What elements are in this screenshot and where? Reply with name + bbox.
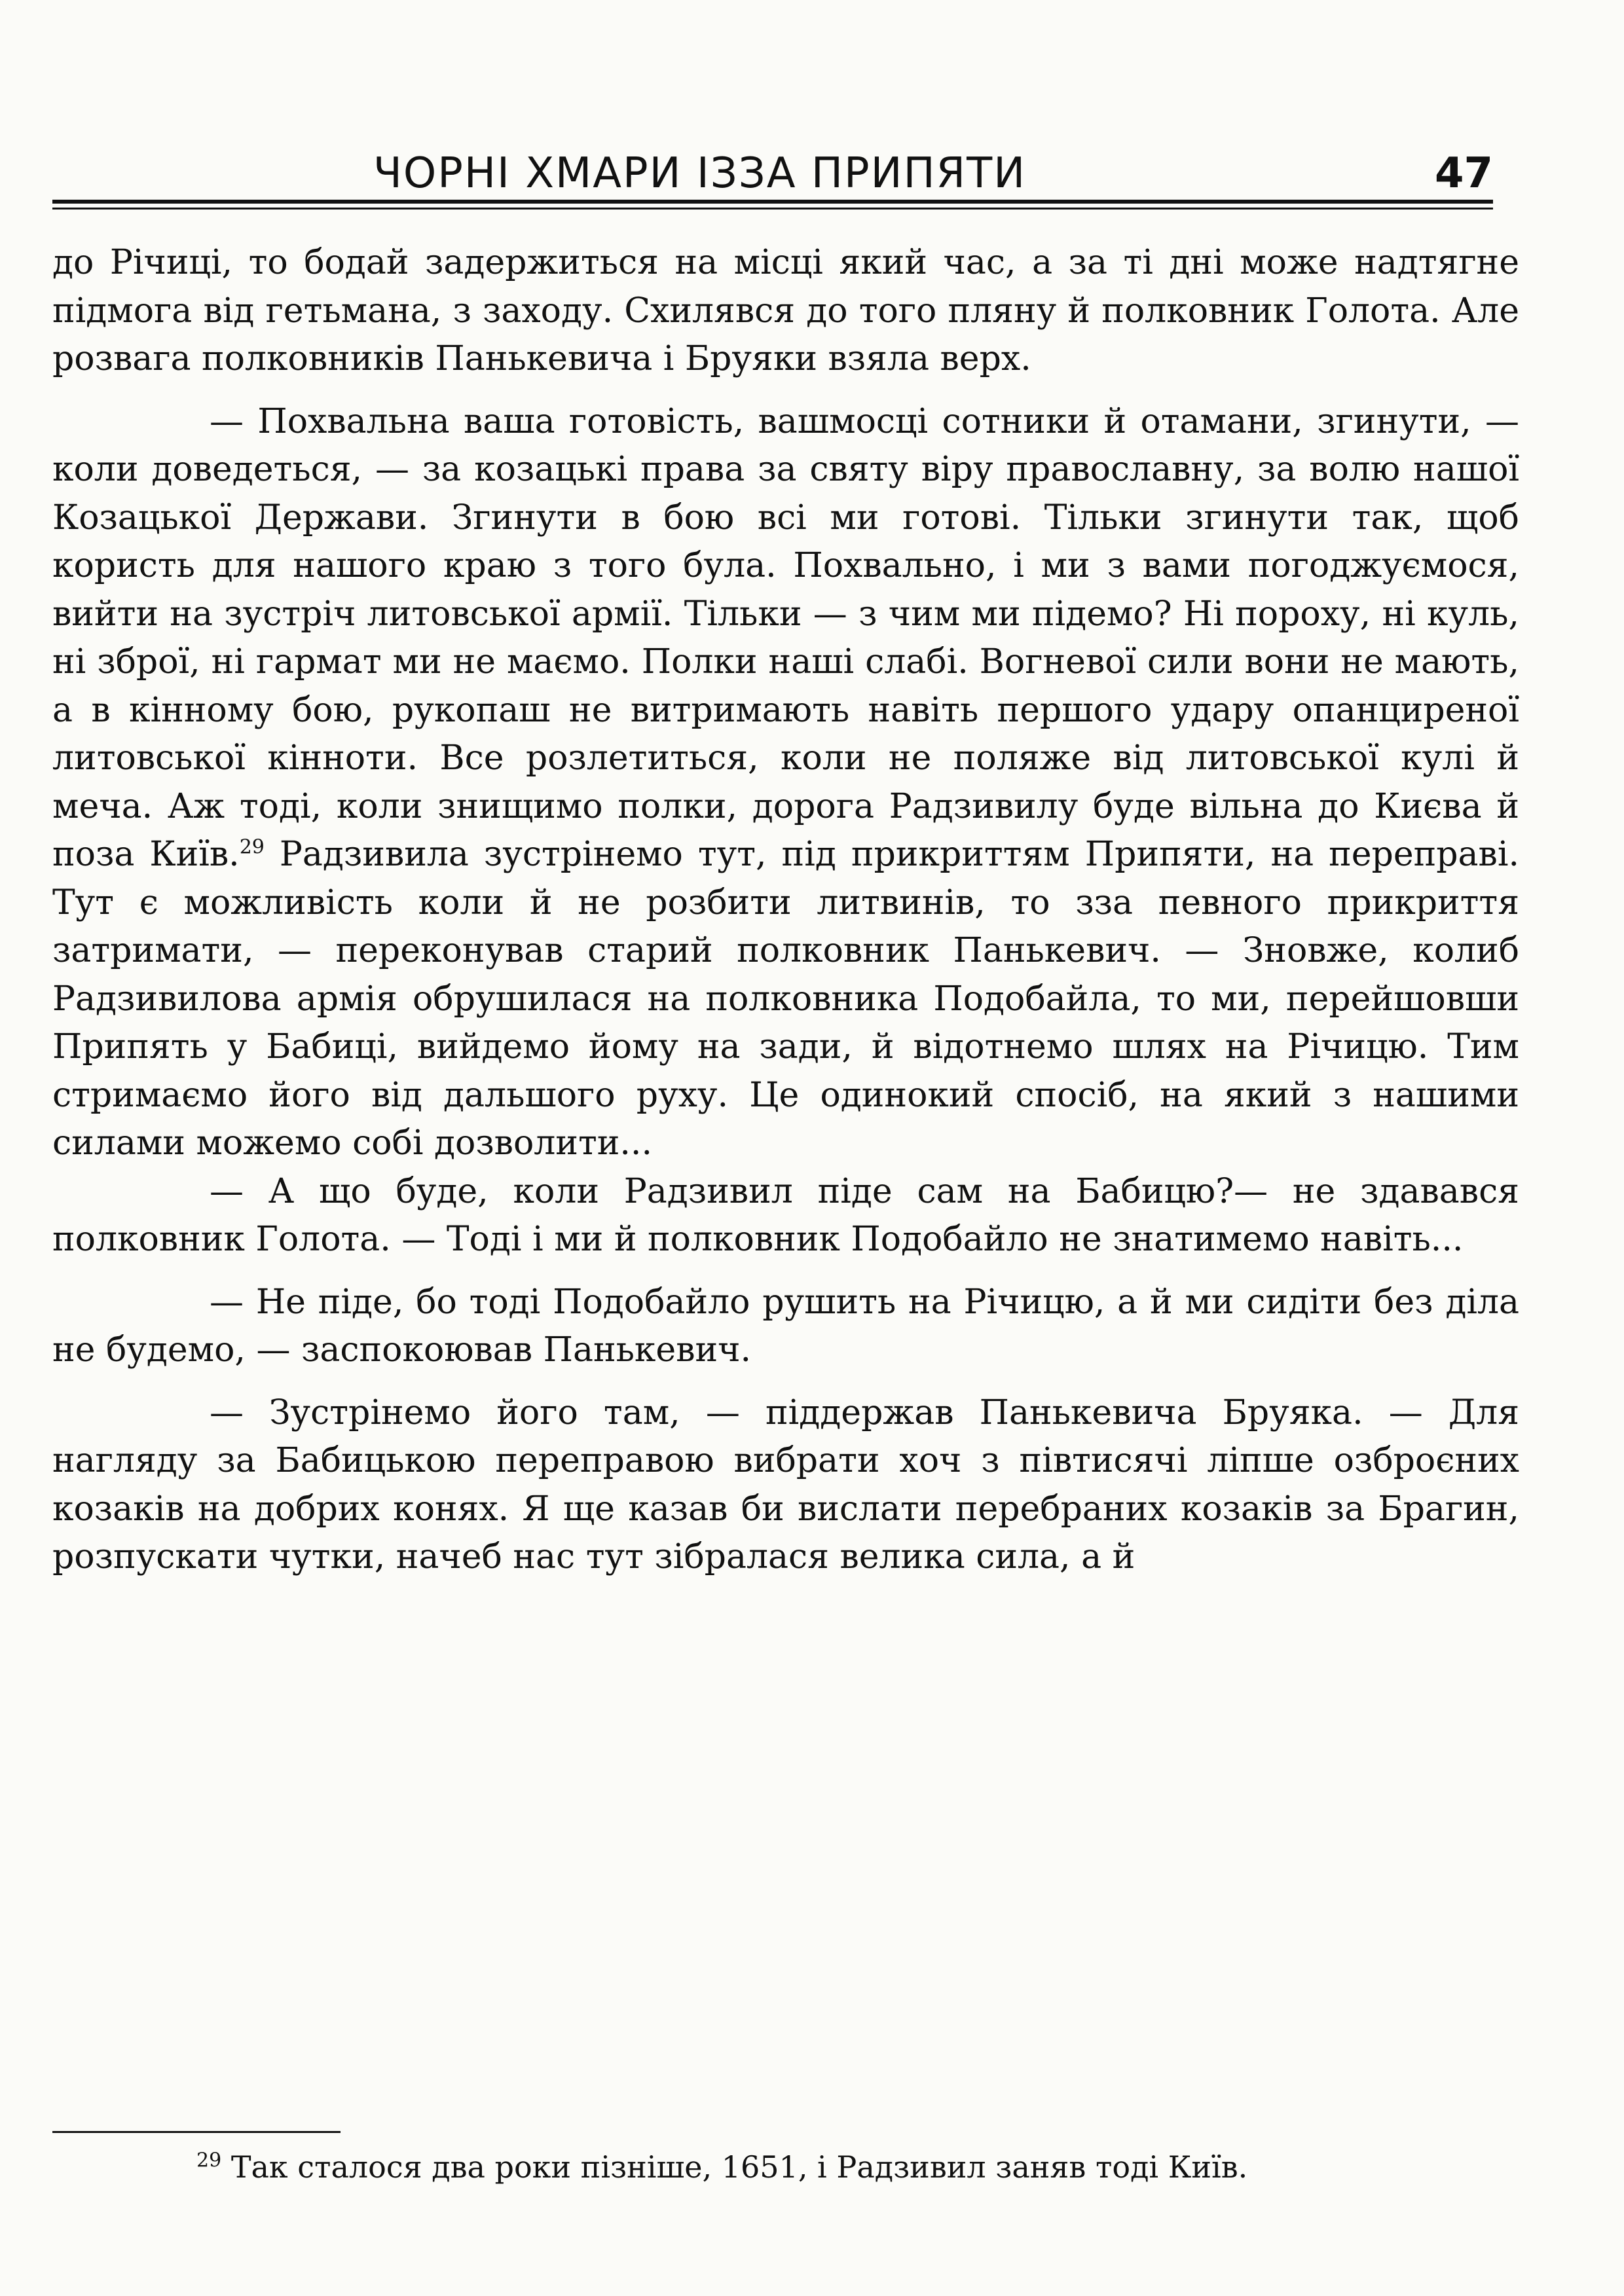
paragraph-text: — Похвальна ваша готовість, вашмосці сотники й отамани, згинути, — коли доведеться, — за козацькі права за святу віру православну, за волю нашої Козацької Держави. Згинути в бою всі ми готові. Тільки згинути так, щоб користь для нашого краю з того була. Похвально, і ми з вами погоджуємося, вийти на зустріч литовської армії. Тільки — з чим ми підемо? Ні пороху, ні куль, ні зброї, ні гармат ми не маємо. Полки наші слабі. Вогневої сили вони не мають, а в кінному бою, рукопаш не витримають навіть першого удару опанциреної литовської кінноти. Все розлетиться, коли не поляже від литовської кулі й меча. Аж тоді, коли знищимо полки, дорога Радзивилу буде вільна до Києва й поза Київ.	[52, 401, 1519, 874]
header-rule-thick	[52, 200, 1493, 204]
paragraph-bruyaka-speech: — Зустрінемо його там, — піддержав Панькевича Бруяка. — Для нагляду за Бабицькою переправою вибрати хоч з півтисячі ліпше озброєних козаків на добрих конях. Я ще казав би вислати перебраних козаків за Брагин, розпускати чутки, начеб нас тут зібралася велика сила, а й	[52, 1393, 1519, 1576]
footnote-text: Так сталося два роки пізніше, 1651, і Радзивил заняв тоді Київ.	[231, 2149, 1248, 2185]
paragraph-pankevych-speech	[52, 398, 1519, 1168]
paragraph-holota-question: — А що буде, коли Радзивил піде сам на Бабицю?— не здавався полковник Голота. — Тоді і ми й полковник Подобайло не знатимемо навіть...	[52, 1171, 1519, 1259]
footnote-reference: 29	[239, 835, 265, 859]
running-title: ЧОРНІ ХМАРИ ІЗЗА ПРИПЯТИ	[373, 149, 1027, 198]
header-double-rule	[52, 200, 1493, 211]
paragraph-text: Радзивила зустрінемо тут, під прикриттям Припяти, на переправі. Тут є можливість коли й не розбити литвинів, то зза певного прикриття затримати, — переконував старий полковник Панькевич. — Зновже, колиб Радзивилова армія обрушилася на полковника Подобайла, то ми, перейшовши Припять у Бабиці, вийдемо йому на зади, й відотнемо шлях на Річицю. Тим стримаємо його від дальшого руху. Це одинокий спосіб, на який з нашими силами можемо собі дозволити...	[52, 835, 1519, 1163]
footnote-marker: 29	[196, 2149, 222, 2172]
paragraph-pankevych-reply: — Не піде, бо тоді Подобайло рушить на Річицю, а й ми сидіти без діла не будемо, — заспокоював Панькевич.	[52, 1282, 1519, 1370]
header-rule-thin	[52, 208, 1493, 210]
footnote	[196, 2144, 1519, 2190]
paragraph-continuation: до Річиці, то бодай задержиться на місці який час, а за ті дні може надтягне підмога від гетьмана, з заходу. Схилявся до того пляну й полковник Голота. Але розвага полковників Панькевича і Бруяки взяла верх.	[52, 243, 1519, 378]
page-number: 47	[1434, 149, 1493, 198]
footnote-separator	[52, 2131, 341, 2133]
page-header	[52, 141, 1493, 206]
body-text	[52, 239, 1519, 1582]
